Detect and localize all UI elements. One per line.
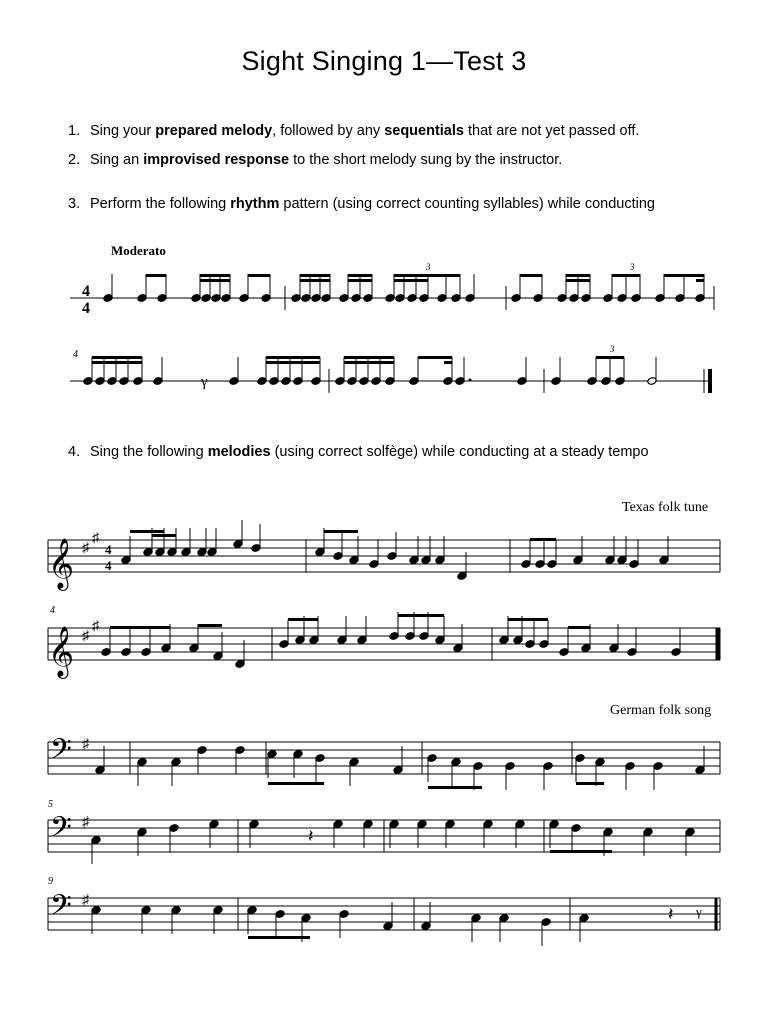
beam <box>324 530 358 533</box>
instruction-number: 1. <box>68 123 81 139</box>
beam <box>200 274 230 277</box>
time-signature: 4 <box>105 558 112 573</box>
beam <box>444 361 452 364</box>
beam <box>300 274 330 277</box>
rest-icon: γ <box>696 904 702 919</box>
rest-icon: 𝄽 <box>668 904 674 924</box>
time-signature: 4 <box>105 542 112 557</box>
instruction-1: 1. Sing your prepared melody, followed by any sequentials that are not yet passed off. <box>68 123 640 139</box>
treble-clef-icon: 𝄞 <box>48 539 75 588</box>
instruction-number: 2. <box>68 152 81 168</box>
beam <box>300 279 330 282</box>
instruction-number: 4. <box>68 444 81 460</box>
beam <box>268 782 324 785</box>
bass-clef-icon: 𝄢 <box>50 891 72 928</box>
beam <box>248 936 310 939</box>
rest-icon: 𝄽 <box>308 826 314 846</box>
sharp-icon: ♯ <box>92 619 99 634</box>
beam <box>152 534 176 537</box>
beam <box>612 274 640 277</box>
instruction-4: 4. Sing the following melodies (using correct solfège) while conducting at a steady tempo <box>68 444 649 460</box>
beam <box>566 274 590 277</box>
beam <box>130 530 164 533</box>
melody-caption-texas: Texas folk tune <box>622 500 709 515</box>
beam <box>530 538 556 541</box>
bass-clef-icon: 𝄢 <box>50 813 72 850</box>
tempo-marking: Moderato <box>111 243 166 258</box>
beam <box>596 356 624 359</box>
beam <box>198 624 222 627</box>
beam <box>146 274 166 277</box>
beam <box>110 626 170 629</box>
time-signature: 4 <box>82 300 90 317</box>
measure-number: 5 <box>48 799 53 810</box>
beam <box>348 274 372 277</box>
tuplet-number: 3 <box>610 344 615 354</box>
beam <box>568 626 590 629</box>
sharp-icon: ♯ <box>92 531 99 546</box>
sharp-icon: ♯ <box>82 541 89 556</box>
beam <box>266 361 320 364</box>
rhythm-notation <box>48 262 720 946</box>
tuplet-number: 3 <box>426 262 431 272</box>
beam <box>520 274 542 277</box>
beam <box>394 274 428 277</box>
time-signature: 4 <box>82 283 90 300</box>
sharp-icon: ♯ <box>82 893 89 908</box>
beam <box>394 279 428 282</box>
melody-caption-german: German folk song <box>610 703 712 718</box>
beam <box>398 614 444 617</box>
sharp-icon: ♯ <box>82 815 89 830</box>
beam <box>344 361 394 364</box>
beam <box>344 356 394 359</box>
beam <box>428 274 460 277</box>
rest-icon: γ <box>201 374 208 390</box>
beam <box>428 786 482 789</box>
beam <box>664 274 704 277</box>
sharp-icon: ♯ <box>82 737 89 752</box>
beam <box>248 274 270 277</box>
beam <box>576 782 604 785</box>
instruction-3: 3. Perform the following rhythm pattern (using correct counting syllables) while conducting <box>68 196 655 212</box>
dot <box>469 379 472 382</box>
instruction-2: 2. Sing an improvised response to the short melody sung by the instructor. <box>68 152 563 168</box>
bass-clef-icon: 𝄢 <box>50 735 72 772</box>
measure-number: 4 <box>73 349 78 360</box>
beam <box>696 279 704 282</box>
treble-clef-icon: 𝄞 <box>48 627 75 676</box>
measure-number: 9 <box>48 876 53 887</box>
sharp-icon: ♯ <box>82 629 89 644</box>
beam <box>200 279 230 282</box>
beam <box>92 356 142 359</box>
beam <box>418 356 452 359</box>
measure-number: 4 <box>50 605 55 616</box>
beam <box>288 618 318 621</box>
beam <box>566 279 590 282</box>
beam <box>92 361 142 364</box>
instruction-number: 3. <box>68 196 81 212</box>
beam <box>550 850 612 853</box>
tuplet-number: 3 <box>630 262 635 272</box>
beam <box>266 356 320 359</box>
page-title: Sight Singing 1—Test 3 <box>241 46 527 76</box>
beam <box>348 279 372 282</box>
beam <box>508 618 548 621</box>
